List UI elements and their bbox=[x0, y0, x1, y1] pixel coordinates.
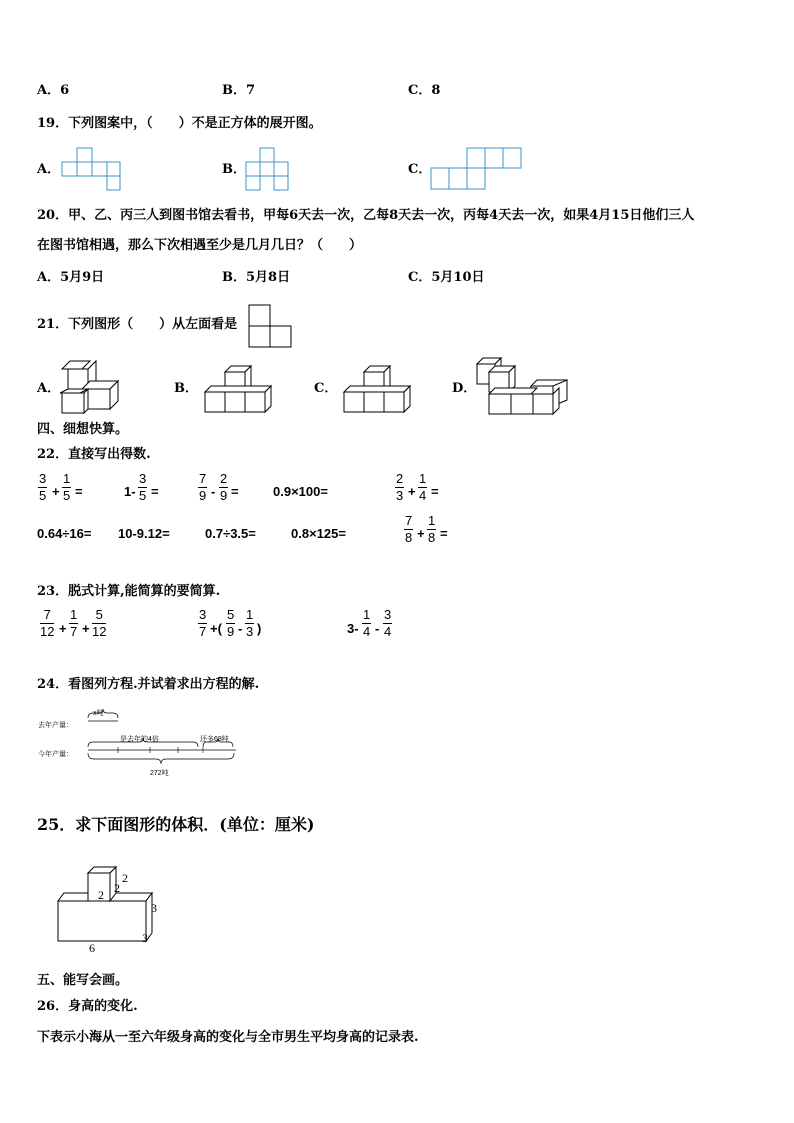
q21-option-d: D． bbox=[452, 381, 477, 396]
q21-stem: 21．下列图形（ ）从左面看是 bbox=[37, 317, 238, 332]
q24-segments bbox=[38, 704, 248, 776]
q23-e2-a: 3 7 bbox=[199, 607, 207, 639]
q20-stem-line2: 在图书馆相遇，那么下次相遇至少是几月几日？（ ） bbox=[37, 238, 363, 253]
q22-e7: 10-9.12= bbox=[118, 526, 170, 541]
q23-e1-op2: + bbox=[82, 621, 90, 636]
q22-f1-b: 1 5 bbox=[63, 471, 71, 503]
q23-e1-a: 7 12 bbox=[40, 607, 55, 639]
q19-option-b: B． bbox=[222, 162, 246, 177]
q23-e1-b: 1 7 bbox=[70, 607, 78, 639]
q23-e2-close: ) bbox=[257, 621, 262, 636]
q25-big-height-label: 3 bbox=[151, 901, 157, 915]
q24-this-year-label: 今年产量： bbox=[38, 751, 73, 758]
q22-f3-a: 7 9 bbox=[199, 471, 207, 503]
q24-stem: 24．看图列方程.并试着求出方程的解. bbox=[37, 677, 260, 692]
q22-f10-op: + bbox=[417, 526, 425, 541]
q22-f1-op: + bbox=[52, 484, 60, 499]
q21-figure-a bbox=[60, 361, 124, 417]
q24-diagram bbox=[38, 704, 248, 776]
q23-e2-op1: +( bbox=[210, 621, 222, 636]
q22-f10-a: 7 8 bbox=[405, 513, 413, 545]
q20-stem-line1: 20．甲、乙、丙三人到图书馆去看书，甲每6天去一次，乙每8天去一次，丙每4天去一次，如果4月15日他们三人 bbox=[37, 208, 695, 223]
section-4-heading: 四、细想快算。 bbox=[37, 422, 129, 437]
q22-f10-eq: = bbox=[440, 526, 448, 541]
q22-e6: 0.64÷16= bbox=[37, 526, 92, 541]
q22-f3-op: - bbox=[211, 484, 216, 499]
q21-option-b: B． bbox=[174, 381, 198, 396]
q24-last-year-label: 去年产量： bbox=[38, 722, 73, 729]
q25-stem: 25．求下面图形的体积．(单位：厘米) bbox=[37, 815, 315, 834]
q25-big-length-label: 6 bbox=[89, 941, 95, 955]
q18-option-c: C．8 bbox=[408, 83, 441, 98]
q23-e2-op2: - bbox=[238, 621, 243, 636]
q25-small-side-label: 2 bbox=[114, 881, 120, 895]
q21-option-c: C． bbox=[314, 381, 338, 396]
q21-figure-c bbox=[344, 366, 414, 414]
q22-e8: 0.7÷3.5= bbox=[205, 526, 256, 541]
q21-option-a: A． bbox=[37, 381, 61, 396]
q23-e2-c: 1 3 bbox=[246, 607, 254, 639]
q23-e3-pre: 3- bbox=[347, 621, 359, 636]
q23-e1-op1: + bbox=[59, 621, 67, 636]
q19-net-c bbox=[430, 147, 524, 191]
q22-f1-a: 3 5 bbox=[39, 471, 47, 503]
q22-f5-eq: = bbox=[431, 484, 439, 499]
q22-stem: 22．直接写出得数. bbox=[37, 447, 151, 462]
q22-f1-eq: = bbox=[75, 484, 83, 499]
q18-option-a: A．6 bbox=[37, 83, 70, 98]
q22-f2-pre: 1- bbox=[124, 484, 136, 499]
q23-e3-b: 3 4 bbox=[384, 607, 392, 639]
q22-f3-eq: = bbox=[231, 484, 239, 499]
q24-times4-label: 是去年的4倍 bbox=[120, 736, 159, 743]
q23-e3-op: - bbox=[375, 621, 380, 636]
q23-e3-a: 1 4 bbox=[363, 607, 371, 639]
q19-option-c: C． bbox=[408, 162, 432, 177]
q26-description: 下表示小海从一至六年级身高的变化与全市男生平均身高的记录表. bbox=[37, 1030, 419, 1045]
q25-big-width-label: 3 bbox=[142, 931, 148, 945]
q24-x-label: x吨 bbox=[93, 710, 104, 717]
q22-f5-b: 1 4 bbox=[419, 471, 427, 503]
q22-f2-eq: = bbox=[151, 484, 159, 499]
q24-more-label: 还多68吨 bbox=[200, 736, 229, 743]
q20-option-b: B．5月8日 bbox=[222, 270, 291, 285]
q22-e9: 0.8×125= bbox=[291, 526, 346, 541]
q22-f5-op: + bbox=[408, 484, 416, 499]
q23-e1-c: 5 12 bbox=[92, 607, 107, 639]
q18-option-b: B．7 bbox=[222, 83, 256, 98]
q21-figure-b bbox=[205, 366, 275, 414]
q21-left-view bbox=[248, 304, 294, 348]
q20-option-a: A．5月9日 bbox=[37, 270, 105, 285]
q22-f10-b: 1 8 bbox=[428, 513, 436, 545]
q19-stem: 19．下列图案中，（ ）不是正方体的展开图。 bbox=[37, 116, 322, 131]
q25-small-top-label: 2 bbox=[122, 871, 128, 885]
q19-net-b bbox=[245, 147, 293, 191]
q19-net-a bbox=[62, 147, 122, 191]
q24-total-label: 272吨 bbox=[150, 770, 169, 777]
q20-option-c: C．5月10日 bbox=[408, 270, 485, 285]
q21-figure-d bbox=[475, 358, 571, 416]
q22-f5-a: 2 3 bbox=[396, 471, 404, 503]
q19-option-a: A． bbox=[37, 162, 61, 177]
q22-f2-frac: 3 5 bbox=[139, 471, 147, 503]
q25-small-front-label: 2 bbox=[98, 888, 104, 902]
q22-e4: 0.9×100= bbox=[273, 484, 328, 499]
q23-e2-b: 5 9 bbox=[227, 607, 235, 639]
q23-stem: 23．脱式计算,能简算的要简算. bbox=[37, 584, 221, 599]
section-5-heading: 五、能写会画。 bbox=[37, 973, 129, 988]
q26-stem: 26．身高的变化. bbox=[37, 999, 138, 1014]
q22-f3-b: 2 9 bbox=[220, 471, 228, 503]
